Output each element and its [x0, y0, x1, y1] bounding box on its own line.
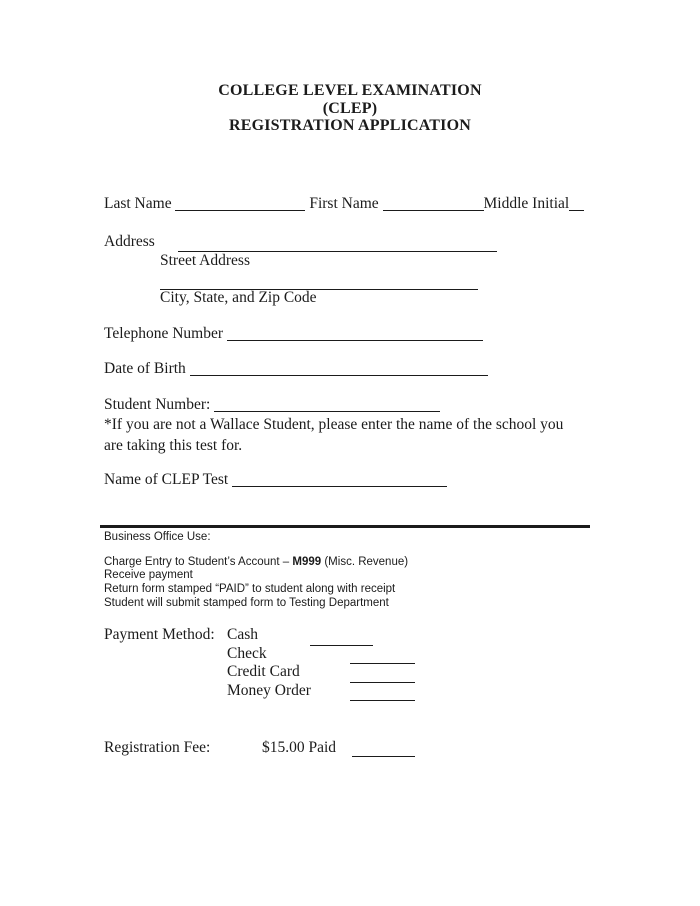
registration-fee-label: Registration Fee: — [104, 739, 211, 756]
form-title — [0, 82, 700, 135]
payment-method-label: Payment Method: — [104, 626, 215, 643]
payment-method-cash-label: Cash — [227, 626, 258, 643]
address-label: Address — [104, 233, 155, 250]
office-instruction-1: Receive payment — [104, 569, 193, 581]
check-field[interactable] — [350, 663, 415, 664]
date-of-birth-row — [104, 360, 488, 378]
date-of-birth-field[interactable] — [190, 364, 488, 376]
first-name-label: First Name — [309, 195, 379, 212]
section-divider — [100, 525, 590, 528]
telephone-field[interactable] — [227, 329, 483, 341]
clep-test-row — [104, 471, 447, 489]
name-row — [104, 195, 584, 213]
charge-entry-text: Charge Entry to Student’s Account – — [104, 556, 293, 568]
credit-card-field[interactable] — [350, 682, 415, 683]
payment-method-check-label: Check — [227, 645, 267, 662]
charge-entry-suffix: (Misc. Revenue) — [321, 556, 409, 568]
payment-method-credit-card-label: Credit Card — [227, 663, 300, 680]
form-title-line-2: (CLEP) — [322, 99, 378, 117]
date-of-birth-label: Date of Birth — [104, 360, 186, 377]
cash-field[interactable] — [310, 645, 373, 646]
office-instruction-2: Return form stamped “PAID” to student along with receipt — [104, 582, 396, 595]
telephone-row — [104, 325, 483, 343]
form-title-line-3: REGISTRATION APPLICATION — [228, 117, 472, 134]
fee-paid-field[interactable] — [352, 756, 415, 757]
payment-method-money-order-label: Money Order — [227, 682, 311, 699]
student-number-row — [104, 396, 440, 414]
last-name-field[interactable] — [175, 199, 305, 211]
clep-test-field[interactable] — [232, 475, 447, 487]
school-note-line-2: are taking this test for. — [104, 437, 243, 454]
money-order-field[interactable] — [350, 700, 415, 701]
middle-initial-label: Middle Initial — [483, 195, 570, 212]
student-number-field[interactable] — [214, 400, 440, 412]
clep-test-label: Name of CLEP Test — [104, 471, 229, 488]
form-title-line-1: COLLEGE LEVEL EXAMINATION — [218, 82, 482, 99]
office-instructions — [104, 569, 395, 611]
last-name-label: Last Name — [104, 195, 172, 212]
middle-initial-field[interactable] — [569, 199, 584, 211]
business-office-heading: Business Office Use: — [104, 531, 211, 543]
street-address-caption: Street Address — [160, 252, 250, 269]
charge-entry-line — [104, 555, 408, 569]
office-instruction-3: Student will submit stamped form to Testing Department — [104, 596, 389, 609]
first-name-field[interactable] — [383, 199, 484, 211]
telephone-label: Telephone Number — [104, 325, 223, 342]
student-number-label: Student Number: — [104, 396, 211, 413]
city-state-zip-caption: City, State, and Zip Code — [160, 289, 317, 306]
charge-code: M999 — [292, 556, 322, 568]
registration-fee-amount: $15.00 Paid — [262, 739, 337, 756]
school-note-line-1: *If you are not a Wallace Student, please enter the name of the school you — [104, 416, 564, 433]
